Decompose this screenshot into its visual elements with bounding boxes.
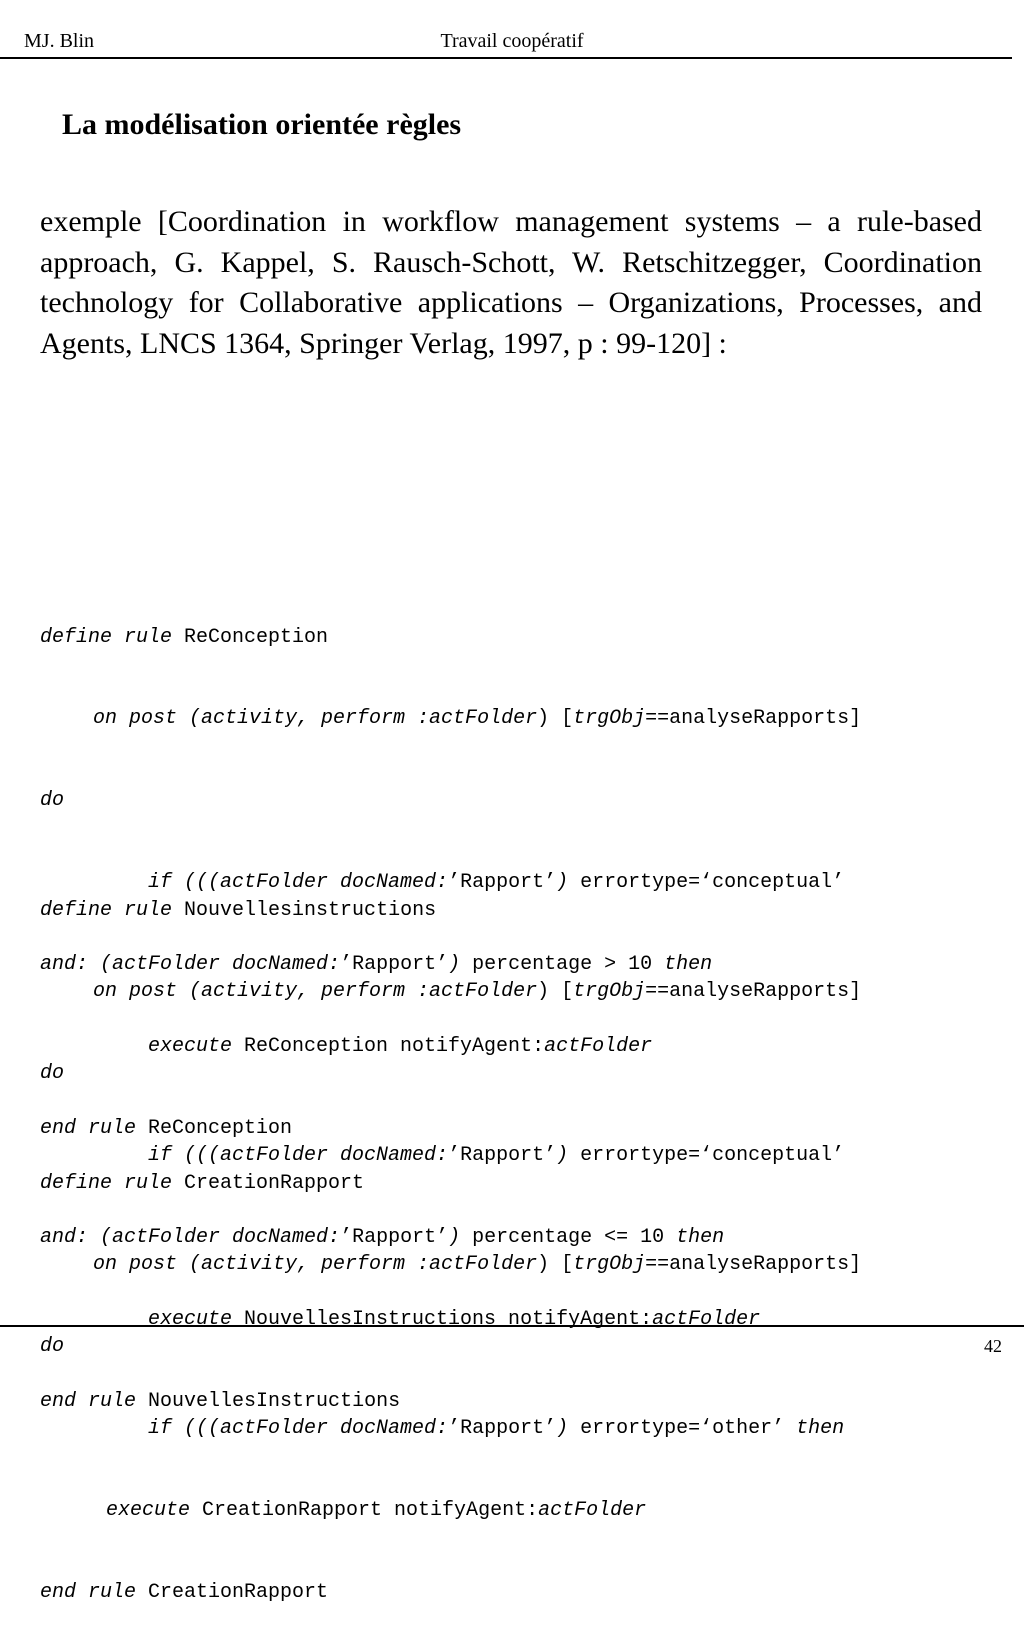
execute-keyword: execute (148, 1035, 233, 1059)
code-line-trigger (40, 705, 990, 732)
if-close: ) (556, 871, 569, 895)
code-line-define (40, 624, 990, 651)
execute-object: actFolder (538, 1499, 647, 1523)
trigger-open: ) [ (537, 1253, 574, 1277)
rule-block-creationrapport (40, 1115, 990, 1634)
doc-name: ’Rapport’ (448, 1144, 557, 1168)
code-line-end (40, 1579, 990, 1606)
execute-text: CreationRapport notifyAgent: (190, 1499, 539, 1523)
errortype-text: errortype=‘other’ (568, 1417, 797, 1441)
code-line-define (40, 1170, 990, 1197)
end-rule-name: NouvellesInstructions (148, 1389, 401, 1413)
header-author: MJ. Blin (24, 30, 95, 52)
if-keyword: if (((actFolder docNamed: (148, 1417, 449, 1441)
do-keyword: do (40, 789, 65, 813)
execute-object: actFolder (544, 1035, 653, 1059)
on-keyword: on post (activity, perform :actFolder (93, 980, 538, 1004)
if-keyword: if (((actFolder docNamed: (148, 871, 449, 895)
header-title: Travail coopératif (440, 30, 584, 52)
trigger-value: ==analyseRapports] (645, 707, 862, 731)
trigger-value: ==analyseRapports] (645, 1253, 862, 1277)
if-keyword: if (((actFolder docNamed: (148, 1144, 449, 1168)
end-keyword: end rule (40, 1581, 149, 1605)
execute-keyword: execute (106, 1499, 191, 1523)
errortype-text: errortype=‘conceptual’ (568, 871, 845, 895)
percentage-text: percentage > 10 (460, 953, 665, 977)
rule-name: Nouvellesinstructions (184, 898, 437, 922)
percentage-text: percentage <= 10 (460, 1226, 677, 1250)
execute-text: ReConception notifyAgent: (232, 1035, 545, 1059)
section-title: La modélisation orientée règles (62, 108, 462, 141)
code-line-if (40, 1415, 990, 1442)
doc-name: ’Rapport’ (448, 871, 557, 895)
trgobj-keyword: trgObj (573, 707, 646, 731)
code-line-execute (40, 1497, 990, 1524)
on-keyword: on post (activity, perform :actFolder (93, 707, 538, 731)
page-number: 42 (984, 1336, 1002, 1356)
end-keyword: end rule (40, 1116, 149, 1140)
and-close: ) (448, 953, 461, 977)
and-close: ) (448, 1226, 461, 1250)
trigger-value: ==analyseRapports] (645, 980, 862, 1004)
and-keyword: and: (actFolder docNamed: (40, 953, 341, 977)
execute-text: NouvellesInstructions notifyAgent: (232, 1308, 653, 1332)
then-keyword: then (796, 1417, 845, 1441)
code-line-trigger (40, 1251, 990, 1278)
page-header (0, 0, 1012, 59)
intro-paragraph: exemple [Coordination in workflow management systems – a rule-based approach, G. Kappel, S. Rausch-Schott, W. Retschitzegger, Coordination technology for Collaborative applications – Organizations, Processes, and Agents, LNCS 1364, Springer Verlag, 1997, p : 99-120] : (40, 205, 982, 360)
doc-name: ’Rapport’ (448, 1417, 557, 1441)
then-keyword: then (664, 953, 713, 977)
execute-object: actFolder (652, 1308, 761, 1332)
define-keyword: define rule (40, 1171, 185, 1195)
end-rule-name: CreationRapport (148, 1581, 329, 1605)
execute-keyword: execute (148, 1308, 233, 1332)
do-keyword: do (40, 1335, 65, 1359)
if-close: ) (556, 1144, 569, 1168)
trigger-open: ) [ (537, 980, 574, 1004)
errortype-text: errortype=‘conceptual’ (568, 1144, 845, 1168)
rule-name: CreationRapport (184, 1171, 365, 1195)
define-keyword: define rule (40, 625, 185, 649)
doc-name: ’Rapport’ (340, 1226, 449, 1250)
and-keyword: and: (actFolder docNamed: (40, 1226, 341, 1250)
end-keyword: end rule (40, 1389, 149, 1413)
code-line-trigger (40, 978, 990, 1005)
doc-name: ’Rapport’ (340, 953, 449, 977)
then-keyword: then (676, 1226, 725, 1250)
rule-name: ReConception (184, 625, 329, 649)
define-keyword: define rule (40, 898, 185, 922)
trgobj-keyword: trgObj (573, 980, 646, 1004)
if-close: ) (556, 1417, 569, 1441)
code-line-define (40, 897, 990, 924)
trgobj-keyword: trgObj (573, 1253, 646, 1277)
on-keyword: on post (activity, perform :actFolder (93, 1253, 538, 1277)
trigger-open: ) [ (537, 707, 574, 731)
footer-rule (0, 1325, 1024, 1327)
end-rule-name: ReConception (148, 1116, 293, 1140)
do-keyword: do (40, 1062, 65, 1086)
